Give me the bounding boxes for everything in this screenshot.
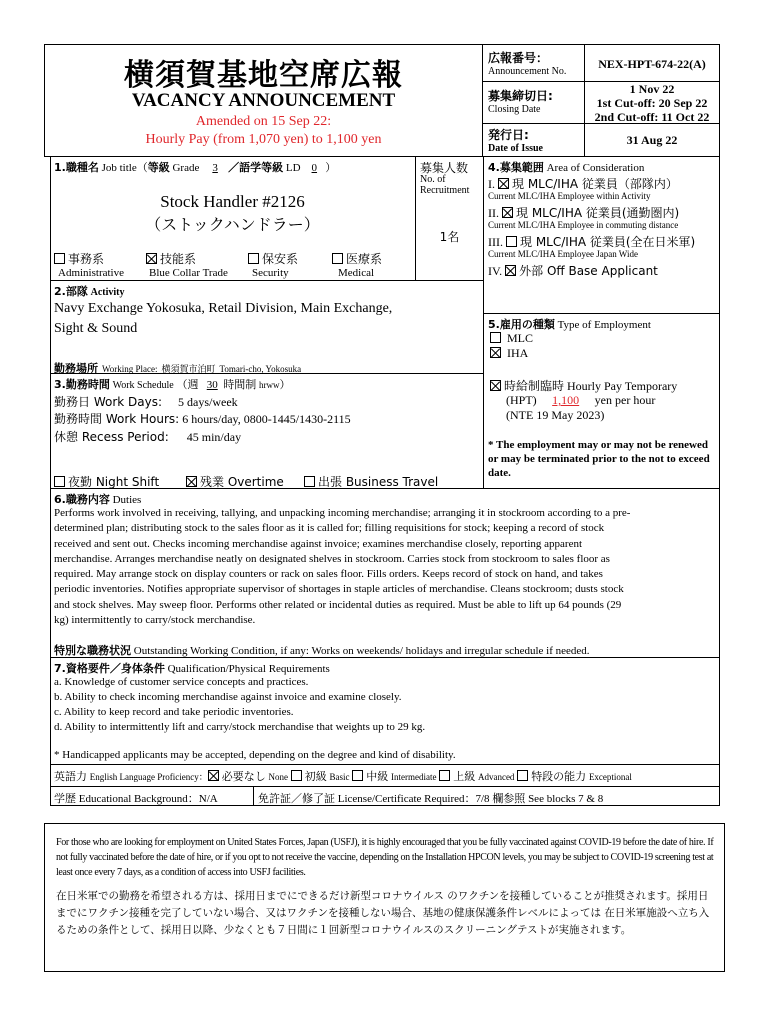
issue-date-label-en: Date of Issue [488,143,543,154]
closing-date-label-en: Closing Date [488,104,541,115]
job-title-jp: （ストックハンドラー） [145,215,320,234]
issue-date-label: 発行日: [488,128,529,142]
employment-mlc: MLC [490,331,533,346]
hourly-pay-change: Hourly Pay (from 1,070 yen) to 1,100 yen [145,132,382,147]
checkbox-english-none [208,770,219,781]
checkbox-overtime [186,476,197,487]
cutoff-1: 1st Cut-off: 20 Sep 22 [596,96,708,110]
checkbox-iha [490,347,501,358]
qualifications-header: 7.資格要件／身体条件 Qualification/Physical Requirements [54,662,330,675]
checkbox-area-4 [505,265,516,276]
checkbox-business-travel [304,476,315,487]
job-title-en: Stock Handler #2126 [160,192,305,211]
category-blue-collar: 技能系 Blue Collar Trade [146,250,246,279]
area-item-2-en: Current MLC/IHA Employee in commuting distance [488,220,679,230]
recess-period: 休憩 Recess Period: 45 min/day [54,430,242,444]
qualification-c: c. Ability to keep record and take periodic inventories. [54,706,294,718]
employment-note: * The employment may or may not be renewed or may be terminated prior to the not to exceed date. [488,439,710,479]
category-medical: 医療系 Medical [332,250,412,279]
announcement-no-label-en: Announcement No. [488,66,567,77]
duties-header: 6.職務内容 Duties [54,493,142,506]
qualification-a: a. Knowledge of customer service concepts and practices. [54,676,309,688]
ld-value: 0 [311,162,318,174]
announcement-no: NEX-HPT-674-22(A) [598,57,706,71]
checkbox-night-shift [54,476,65,487]
recruitment-label-en2: Recruitment [420,185,470,196]
duties-text: Performs work involved in receiving, tallying, and unpacking incoming merchandise; arranging it in stockroom according to a pre- determined plan; distributing stock to the sales floor as it is called for; filling requisitions for stock; keeping a record of stock received and sent out. Checks incoming merchandise against invoice; examines merchandise closely, reporting apparent merchandise. Arranges merchandise neatly on designated shelves in stockroom. Carries stock from stockroom to sales floor as required. May arrange stock on display counters or rack on sales floor. Fills orders. Keeps record of stock on hand, and takes periodic inventories. Notifies appropriate supervisor of shortages in staple articles of merchandise. Cleans stockroom; dusts stock and stock shelves. May sweep floor. Performs other related or incidental duties as required. Must be able to lift up 64 pounds (29 kg) intermittently to carry/stock merchandise. [54,507,631,627]
work-hours: 勤務時間 Work Hours: 6 hours/day, 0800-1445/1430-2115 [54,412,351,426]
closing-date-label: 募集締切日: [488,89,553,103]
checkbox-english-intermediate [352,770,363,781]
overtime: 残業 Overtime [186,473,284,490]
checkbox-english-exceptional [517,770,528,781]
recruitment-count: 1名 [439,230,460,244]
employment-type-header: 5.雇用の種類 Type of Employment [488,318,651,331]
hourly-pay: (HPT) 1,100 yen per hour [506,393,656,407]
checkbox-security [248,253,259,264]
area-item-1-en: Current MLC/IHA Employee within Activity [488,191,651,201]
category-administrative: 事務系 Administrative [54,250,146,279]
area-header: 4.募集範囲 Area of Consideration [488,161,645,174]
working-place: 勤務場所 Working Place: 横須賀市泊町 Tomari-cho, Yokosuka [54,362,302,375]
title-jp: 横須賀基地空席広報 [124,58,403,93]
checkbox-english-advanced [439,770,450,781]
checkbox-area-3 [506,236,517,247]
education-background: 学歴 Educational Background：N/A [54,792,218,805]
checkbox-english-basic [291,770,302,781]
title-en: VACANCY ANNOUNCEMENT [131,90,396,111]
license-required: 免許証／修了証 License/Certificate Required：7/8 欄参照 See blocks 7 & 8 [258,792,604,805]
activity-header: 2.部隊 Activity [54,285,125,298]
closing-date: 1 Nov 22 [629,82,675,96]
qualification-b: b. Ability to check incoming merchandise against invoice and examine closely. [54,691,402,703]
checkbox-medical [332,253,343,264]
checkbox-hpt [490,380,501,391]
qualification-d: d. Ability to intermittently lift and carry/stock merchandise that weights up to 29 kg. [54,721,426,733]
activity-line1: Navy Exchange Yokosuka, Retail Division, Main Exchange, [54,301,393,316]
checkbox-blue-collar [146,253,157,264]
category-security: 保安系 Security [248,250,328,279]
english-proficiency: 英語力 English Language Proficiency： 必要なし None 初級 Basic 中級 Intermediate 上級 Advanced 特段の能力 Exceptional [54,770,632,783]
job-title-header: 1.職種名 Job title（等級 Grade 3 ／語学等級 LD 0 ） [54,161,337,174]
checkbox-administrative [54,253,65,264]
recruitment-label-en1: No. of [420,174,446,185]
outstanding-condition: 特別な職務状況 Outstanding Working Condition, if any: Works on weekends/ holidays and irregular schedule if needed. [54,644,590,657]
employment-hpt: 時給制臨時 Hourly Pay Temporary [490,377,677,394]
hours-value: 30 [206,379,218,391]
issue-date: 31 Aug 22 [626,133,678,147]
covid-notice-en: For those who are looking for employment on United States Forces, Japan (USFJ), it is highly encouraged that you be fully vaccinated against COVID-19 before the date of hire. If not fully vaccinated before the date of hire, or if you opt to not receive the vaccine, depending on the Installation HPCON levels, you may be subject to COVID-19 screening test at least once every 7 days, as a condition of access into USFJ facilities. [56,837,714,878]
pay-value: 1,100 [552,393,580,407]
area-item-3: III. 現 MLC/IHA 従業員(全在日米軍) [488,235,696,249]
covid-notice-jp: 在日米軍での勤務を希望される方は、採用日までにできるだけ新型コロナウイルス のワクチンを接種していることが推奨されます。採用日までにワクチン接種を完了していない場合、又はワクチンを接種しない場合、基地の健康保護条件レベルによっては 在日米軍施設へ立ち入るための条件として、採用日以降、少なくとも７日間に１回新型コロナウイルスのスクリーニングテストが実施されます。 [56,890,710,936]
grade-value: 3 [212,162,218,174]
checkbox-area-2 [502,207,513,218]
checkbox-area-1 [498,178,509,189]
area-item-1: I. 現 MLC/IHA 従業員（部隊内） [488,177,678,191]
work-days: 勤務日 Work Days: 5 days/week [54,395,238,409]
announcement-no-label: 広報番号： [488,51,549,65]
area-item-2: II. 現 MLC/IHA 従業員(通勤圏内) [488,206,680,220]
checkbox-mlc [490,332,501,343]
area-item-4: IV. 外部 Off Base Applicant [488,264,658,278]
recruitment-label: 募集人数 [420,161,469,175]
business-travel: 出張 Business Travel [304,473,438,490]
night-shift: 夜勤 Night Shift [54,473,159,490]
nte-date: (NTE 19 May 2023) [506,408,605,422]
cutoff-2: 2nd Cut-off: 11 Oct 22 [594,110,710,124]
activity-line2: Sight & Sound [54,321,138,336]
employment-iha: IHA [490,346,528,361]
schedule-header: 3.勤務時間 Work Schedule （週 30 時間制 hrww） [54,378,291,391]
area-item-3-en: Current MLC/IHA Employee Japan Wide [488,249,638,259]
amended-note: Amended on 15 Sep 22: [195,114,332,129]
handicapped-note: * Handicapped applicants may be accepted, depending on the degree and kind of disability. [54,749,456,761]
